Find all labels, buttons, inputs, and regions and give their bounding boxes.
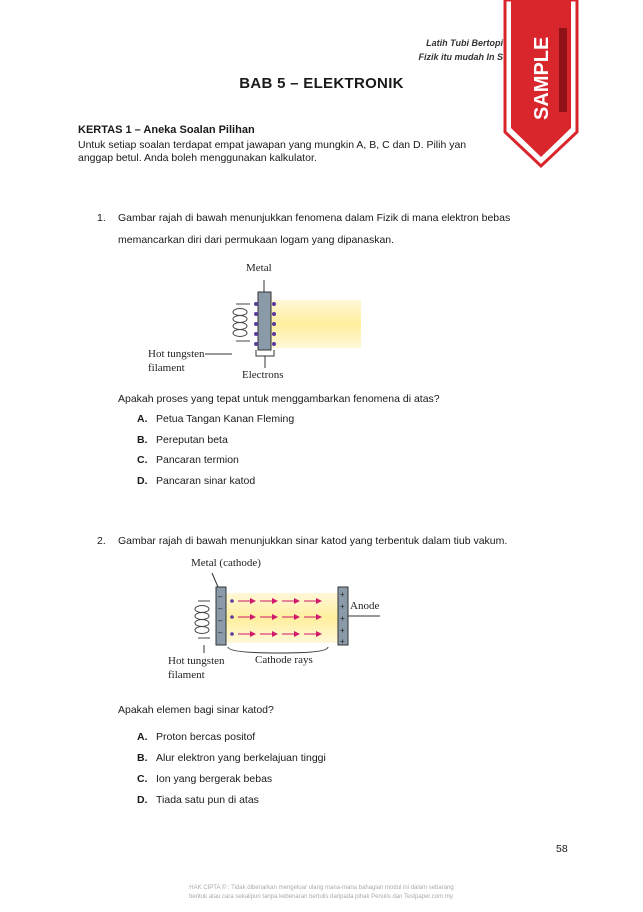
page-number: 58 bbox=[556, 843, 568, 855]
label-filament-line-1: Hot tungsten bbox=[148, 348, 205, 360]
label-filament-line-2: filament bbox=[168, 669, 205, 681]
section-heading: KERTAS 1 – Aneka Soalan Pilihan bbox=[78, 124, 255, 136]
header-line-2: Fizik itu mudah In S bbox=[418, 52, 503, 62]
svg-text:–: – bbox=[218, 592, 223, 601]
label-metal: Metal bbox=[246, 262, 272, 274]
option-2b[interactable]: B. Alur elektron yang berkelajuan tinggi bbox=[137, 752, 326, 764]
instructions bbox=[78, 139, 518, 165]
option-1c[interactable]: C. Pancaran termion bbox=[137, 454, 239, 466]
question-number: 2. bbox=[97, 535, 106, 547]
svg-text:–: – bbox=[218, 616, 223, 625]
question-text-line-2: memancarkan diri dari permukaan logam yang dipanaskan. bbox=[118, 234, 395, 246]
question-text-line-1: Gambar rajah di bawah menunjukkan fenomena dalam Fizik di mana elektron bebas bbox=[118, 212, 511, 224]
svg-text:+: + bbox=[340, 637, 345, 646]
footer-copyright-line-2: bentuk atau cara sekalipun tanpa kebenaran bertulis daripada pihak Penulis dan Testpaper.com.my. bbox=[189, 894, 454, 900]
filament-coil bbox=[233, 304, 250, 341]
label-anode: Anode bbox=[350, 600, 380, 612]
question-text-line-1: Gambar rajah di bawah menunjukkan sinar katod yang terbentuk dalam tiub vakum. bbox=[118, 535, 508, 547]
question-2-prompt: Apakah elemen bagi sinar katod? bbox=[118, 704, 274, 716]
question-number: 1. bbox=[97, 212, 106, 224]
option-2d[interactable]: D. Tiada satu pun di atas bbox=[137, 794, 259, 806]
svg-text:–: – bbox=[218, 604, 223, 613]
svg-text:–: – bbox=[218, 628, 223, 637]
instruction-line-2: anggap betul. Anda boleh menggunakan kalkulator. bbox=[78, 152, 317, 164]
page-title: BAB 5 – ELEKTRONIK bbox=[239, 75, 404, 92]
svg-text:+: + bbox=[340, 614, 345, 623]
label-cathode-rays: Cathode rays bbox=[255, 654, 313, 666]
option-1a[interactable]: A. Petua Tangan Kanan Fleming bbox=[137, 413, 295, 425]
filament-coil bbox=[195, 601, 210, 638]
stamp-text: SAMPLE bbox=[531, 36, 553, 120]
label-metal-cathode: Metal (cathode) bbox=[191, 557, 261, 569]
label-hot-tungsten-filament bbox=[168, 654, 225, 682]
label-hot-tungsten-filament bbox=[148, 347, 205, 375]
metal-plate bbox=[258, 292, 271, 350]
header-info bbox=[418, 36, 503, 64]
footer-copyright-line-1: HAK CIPTA © : Tidak dibenarkan mengeluar ulang mana-mana bahagian modul ini dalam sebarang bbox=[189, 885, 454, 891]
option-2a[interactable]: A. Proton bercas positof bbox=[137, 731, 256, 743]
question-1 bbox=[97, 207, 577, 251]
svg-text:+: + bbox=[340, 626, 345, 635]
svg-text:+: + bbox=[340, 590, 345, 599]
label-filament-line-1: Hot tungsten bbox=[168, 655, 225, 667]
question-1-prompt: Apakah proses yang tepat untuk menggambarkan fenomena di atas? bbox=[118, 393, 440, 405]
instruction-line-1: Untuk setiap soalan terdapat empat jawapan yang mungkin A, B, C dan D. Pilih yan bbox=[78, 139, 467, 151]
electron-beam bbox=[265, 300, 361, 348]
label-filament-line-2: filament bbox=[148, 362, 185, 374]
label-electrons: Electrons bbox=[242, 369, 284, 381]
option-1b[interactable]: B. Pereputan beta bbox=[137, 434, 228, 446]
option-1d[interactable]: D. Pancaran sinar katod bbox=[137, 475, 256, 487]
header-line-1: Latih Tubi Bertopi bbox=[426, 38, 503, 48]
svg-text:+: + bbox=[340, 602, 345, 611]
option-2c[interactable]: C. Ion yang bergerak bebas bbox=[137, 773, 273, 785]
